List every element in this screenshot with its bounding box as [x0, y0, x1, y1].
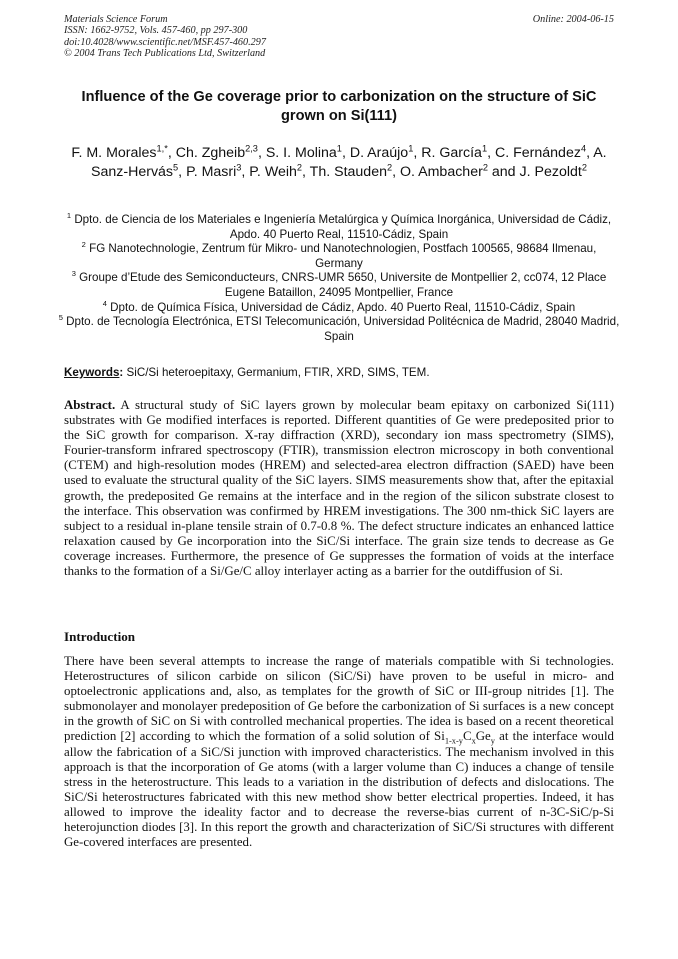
author [186, 161, 242, 180]
author [249, 161, 303, 180]
author-separator: , [413, 145, 422, 161]
intro-text: at the interface would allow the fabrication of a SiC/Si junction with improved characteristics. The mechanism involved in this approach is that the incorporation of Ge atoms (with a larger volume than C) induces a change of tensile stress in the heterostructure. This leads to a variation in the distribution of defects and dislocations. The SiC/Si heterostructures fabricated with this new method show better electrical properties. Indeed, it has allowed to improve the ideality factor and to decrease the reverse-bias current of n-3C-SiC/p-Si heterojunction diodes [3]. In this report the growth and characterization of SiC/Si structures with different Ge-covered interfaces are presented. [64, 729, 614, 850]
intro-subscript: x [471, 737, 476, 747]
intro-text: Ge [475, 729, 491, 744]
author [71, 145, 167, 161]
online-date: Online: 2004-06-15 [532, 14, 614, 25]
journal-header [64, 14, 266, 60]
affiliation-list [58, 213, 620, 344]
paper-title: Influence of the Ge coverage prior to carbonization on the structure of SiC grown on Si(111) [81, 89, 597, 124]
author [400, 161, 488, 180]
author-separator: , [257, 145, 266, 161]
author-affil-marker: 1 [481, 143, 488, 154]
author [309, 161, 393, 180]
affiliation-number: 1 [66, 211, 72, 221]
author-separator: , [167, 145, 176, 161]
author-list [64, 144, 614, 181]
author-name: Ch. Zgheib [175, 145, 246, 161]
affiliation [58, 315, 620, 344]
author-separator: , [392, 163, 401, 180]
author-name: C. Fernández [494, 145, 581, 161]
author-affil-marker: 2,3 [245, 143, 258, 154]
author [266, 145, 342, 161]
intro-subscript: 1-x-y [444, 737, 463, 747]
journal-name: Materials Science Forum [64, 14, 168, 25]
author-affil-marker: 2 [581, 161, 587, 172]
author-affil-marker: 2 [482, 161, 488, 172]
affiliation-text: FG Nanotechnologie, Zentrum für Mikro- und Nanotechnologien, Postfach 100565, 98684 Ilmenau, Germany [89, 242, 597, 270]
author-affil-marker: 2 [386, 161, 393, 172]
author-affil-marker: 1 [336, 143, 342, 154]
abstract-text: A structural study of SiC layers grown by molecular beam epitaxy on carbonized Si(111) substrates with Ge modified interfaces is reported. Different quantities of Ge were predeposited prior to the SiC growth for comparison. X-ray diffraction (XRD), secondary ion mass spectrometry (SIMS), Fourier-transform infrared spectroscopy (FTIR), transmission electron microscopy in both conventional (CTEM) and high-resolution modes (HREM) and selected-area electron diffraction (SAED) have been used to evaluate the structural quality of the SiC layers. SIMS measurements show that, after the epitaxial growth, the predeposited Ge remains at the interface and in the region of the silicon substrate closest to the interface. This observation was confirmed by HREM investigations. The 300 nm-thick SiC layers are subject to a residual in-plane tensile strain of 0.7-0.8 %. The defect structure indicates an enhanced lattice relaxation caused by Ge incorporation into the SiC/Si interface. The grain size tends to decrease as Ge coverage increases. Furthermore, the presence of Ge suppresses the formation of voids at the interface thanks to the formation of a Si/Ge/C alloy interlayer acting as a barrier for the outdiffusion of Si. [64, 398, 614, 579]
affiliation [58, 213, 620, 242]
author-name: R. García [421, 145, 482, 161]
author-separator: , [241, 163, 250, 180]
author-separator: and [487, 163, 520, 180]
author-name: F. M. Morales [71, 145, 157, 161]
introduction-heading: Introduction [64, 629, 136, 644]
affiliation-number: 4 [102, 298, 107, 308]
author-name: P. Masri [186, 163, 237, 180]
affiliation-number: 5 [58, 313, 63, 323]
affiliation-text: Dpto. de Química Física, Universidad de Cádiz, Apdo. 40 Puerto Real, 11510-Cádiz, Spain [110, 300, 576, 314]
author-name: P. Weih [249, 163, 297, 180]
abstract-label: Abstract. [64, 398, 116, 412]
keywords-text: SiC/Si heteroepitaxy, Germanium, FTIR, XRD, SIMS, TEM. [123, 366, 430, 379]
author-affil-marker: 5 [173, 161, 179, 172]
affiliation [58, 298, 620, 316]
author-affil-marker: 4 [580, 143, 587, 154]
affiliation-text: Dpto. de Ciencia de los Materiales e Ingeniería Metalúrgica y Química Inorgánica, Universidad de Cádiz, Apdo. 40 Puerto Real, 11510-Cádiz, Spain [74, 213, 612, 241]
affiliation [58, 242, 620, 271]
author [176, 145, 258, 161]
author [350, 145, 414, 161]
doi-line: doi:10.4028/www.scientific.net/MSF.457-460.297 [64, 36, 266, 48]
affiliation-text: Dpto. de Tecnología Electrónica, ETSI Telecomunicación, Universidad Politécnica de Madrid, 28040 Madrid, Spain [66, 315, 620, 343]
author-separator: , [487, 145, 495, 161]
author-affil-marker: 1,* [156, 143, 168, 154]
keywords-label: Keywords [64, 366, 120, 379]
author-affil-marker: 3 [236, 161, 242, 172]
affiliation [58, 271, 620, 300]
author-name: J. Pezoldt [519, 163, 582, 180]
author-name: A. Sanz-Hervás [91, 145, 607, 180]
affiliation-number: 3 [71, 269, 76, 279]
author [421, 145, 487, 161]
author-separator: , [341, 145, 350, 161]
author-name: Th. Stauden [309, 163, 387, 180]
author-affil-marker: 2 [296, 161, 303, 172]
abstract [64, 398, 614, 579]
intro-text: There have been several attempts to increase the range of materials compatible with Si technologies. Heterostructures of silicon carbide on silicon (SiC/Si) have proven to be useful in micro- and optoelectronic applications and, also, as templates for the growth of SiC or III-group nitrides [1]. The submonolayer and monolayer predeposition of Ge before the carbonization of Si surfaces is a new concept in the growth of SiC on Si with controlled mechanical properties. The idea is based on a recent theoretical prediction [2] according to which the formation of a solid solution of Si [64, 654, 614, 744]
author-separator: , [586, 145, 594, 161]
author [519, 161, 587, 180]
author [495, 145, 586, 161]
affiliation-number: 2 [81, 240, 86, 250]
author-separator: , [302, 163, 310, 180]
issn-line: ISSN: 1662-9752, Vols. 457-460, pp 297-300 [64, 25, 248, 37]
keywords: Keywords: SiC/Si heteroepitaxy, Germanium, FTIR, XRD, SIMS, TEM. [64, 366, 430, 379]
introduction-body [64, 654, 614, 850]
intro-text: C [462, 729, 472, 744]
author-name: S. I. Molina [265, 145, 337, 161]
affiliation-text: Groupe d’Etude des Semiconducteurs, CNRS-UMR 5650, Universite de Montpellier 2, cc074, 12 Place Eugene Bataillon, 24095 Montpellier, France [79, 271, 607, 299]
copyright-line: © 2004 Trans Tech Publications Ltd, Switzerland [64, 48, 266, 60]
author-name: D. Araújo [349, 145, 409, 161]
author-affil-marker: 1 [408, 143, 414, 154]
author-separator: , [178, 163, 187, 180]
intro-subscript: y [490, 737, 495, 747]
author-name: O. Ambacher [400, 163, 483, 180]
